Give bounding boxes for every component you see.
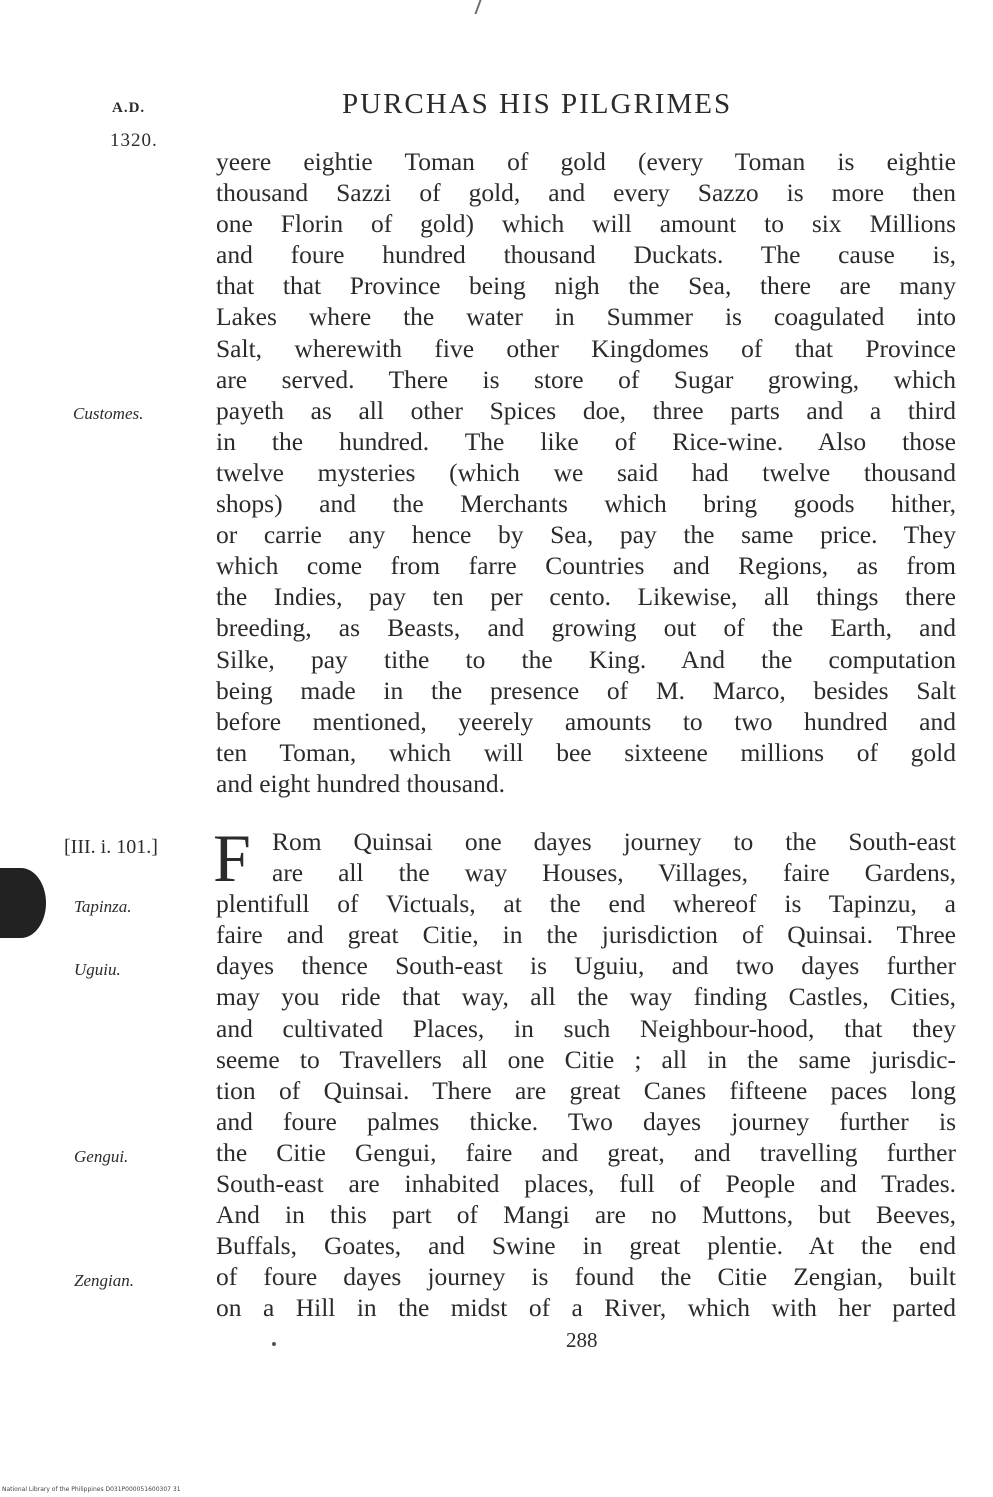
text-line: are all the way Houses, Villages, faire Gardens, <box>272 858 956 888</box>
margin-note-uguiu: Uguiu. <box>74 960 121 979</box>
text-line: of foure dayes journey is found the Citie Zengian, built <box>216 1262 956 1292</box>
ink-dot <box>272 1342 276 1346</box>
margin-note-tapinza: Tapinza. <box>74 897 132 916</box>
text-line: ten Toman, which will bee sixteene millions of gold <box>216 737 956 767</box>
text-line: being made in the presence of M. Marco, besides Salt <box>216 675 956 705</box>
text-line: twelve mysteries (which we said had twelve thousand <box>216 457 956 487</box>
text-line: and foure palmes thicke. Two dayes journey further is <box>216 1106 956 1136</box>
text-line: seeme to Travellers all one Citie ; all in the same jurisdic- <box>216 1044 956 1074</box>
scan-thumb-shadow <box>0 868 46 938</box>
text-line: Salt, wherewith five other Kingdomes of that Province <box>216 333 956 363</box>
page-title: PURCHAS HIS PILGRIMES <box>342 88 733 120</box>
text-line: payeth as all other Spices doe, three parts and a third <box>216 395 956 425</box>
page-number: 288 <box>566 1328 598 1352</box>
text-line: are served. There is store of Sugar growing, which <box>216 364 956 394</box>
text-line: and foure hundred thousand Duckats. The cause is, <box>216 240 956 270</box>
text-line: thousand Sazzi of gold, and every Sazzo is more then <box>216 178 956 208</box>
year-label: 1320. <box>110 130 158 151</box>
text-line: dayes thence South-east is Uguiu, and two dayes further <box>216 951 956 981</box>
text-line: that that Province being nigh the Sea, there are many <box>216 271 956 301</box>
margin-note-customes: Customes. <box>73 404 144 423</box>
scan-footer: National Library of the Philippines D031P000051600307 31 <box>2 1486 181 1493</box>
text-line: and eight hundred thousand. <box>216 768 505 798</box>
text-line: Lakes where the water in Summer is coagulated into <box>216 302 956 332</box>
text-line: Silke, pay tithe to the King. And the computation <box>216 644 956 674</box>
paragraph-1 <box>216 146 956 799</box>
text-line: breeding, as Beasts, and growing out of the Earth, and <box>216 613 956 643</box>
scan-mark <box>474 0 481 14</box>
margin-note-zengian: Zengian. <box>74 1271 134 1290</box>
text-line: the Indies, pay ten per cento. Likewise, all things there <box>216 582 956 612</box>
text-line: or carrie any hence by Sea, pay the same price. They <box>216 520 956 550</box>
era-label: A.D. <box>112 100 146 116</box>
text-line: the Citie Gengui, faire and great, and travelling further <box>216 1137 956 1167</box>
text-line: shops) and the Merchants which bring goods hither, <box>216 489 956 519</box>
drop-cap: F <box>213 820 251 896</box>
text-line: yeere eightie Toman of gold (every Toman is eightie <box>216 147 956 176</box>
paragraph-2 <box>213 820 956 1324</box>
text-line: one Florin of gold) which will amount to six Millions <box>216 209 956 239</box>
text-line: which come from farre Countries and Regions, as from <box>216 551 956 581</box>
text-line: before mentioned, yeerely amounts to two hundred and <box>216 706 956 736</box>
text-line: may you ride that way, all the way finding Castles, Cities, <box>216 982 956 1012</box>
text-line: Rom Quinsai one dayes journey to the South-east <box>272 827 956 856</box>
text-line: plentifull of Victuals, at the end whereof is Tapinzu, a <box>216 889 956 919</box>
text-line: and cultivated Places, in such Neighbour-hood, that they <box>216 1013 956 1043</box>
text-line: in the hundred. The like of Rice-wine. Also those <box>216 426 956 456</box>
text-line: tion of Quinsai. There are great Canes fifteene paces long <box>216 1075 956 1105</box>
margin-note-gengui: Gengui. <box>74 1147 129 1166</box>
text-line: Buffals, Goates, and Swine in great plentie. At the end <box>216 1231 956 1261</box>
margin-reference: [III. i. 101.] <box>64 836 158 858</box>
text-line: South-east are inhabited places, full of People and Trades. <box>216 1169 956 1199</box>
text-line: faire and great Citie, in the jurisdiction of Quinsai. Three <box>216 920 956 950</box>
text-line: on a Hill in the midst of a River, which with her parted <box>216 1293 956 1323</box>
text-line: And in this part of Mangi are no Muttons, but Beeves, <box>216 1200 956 1230</box>
